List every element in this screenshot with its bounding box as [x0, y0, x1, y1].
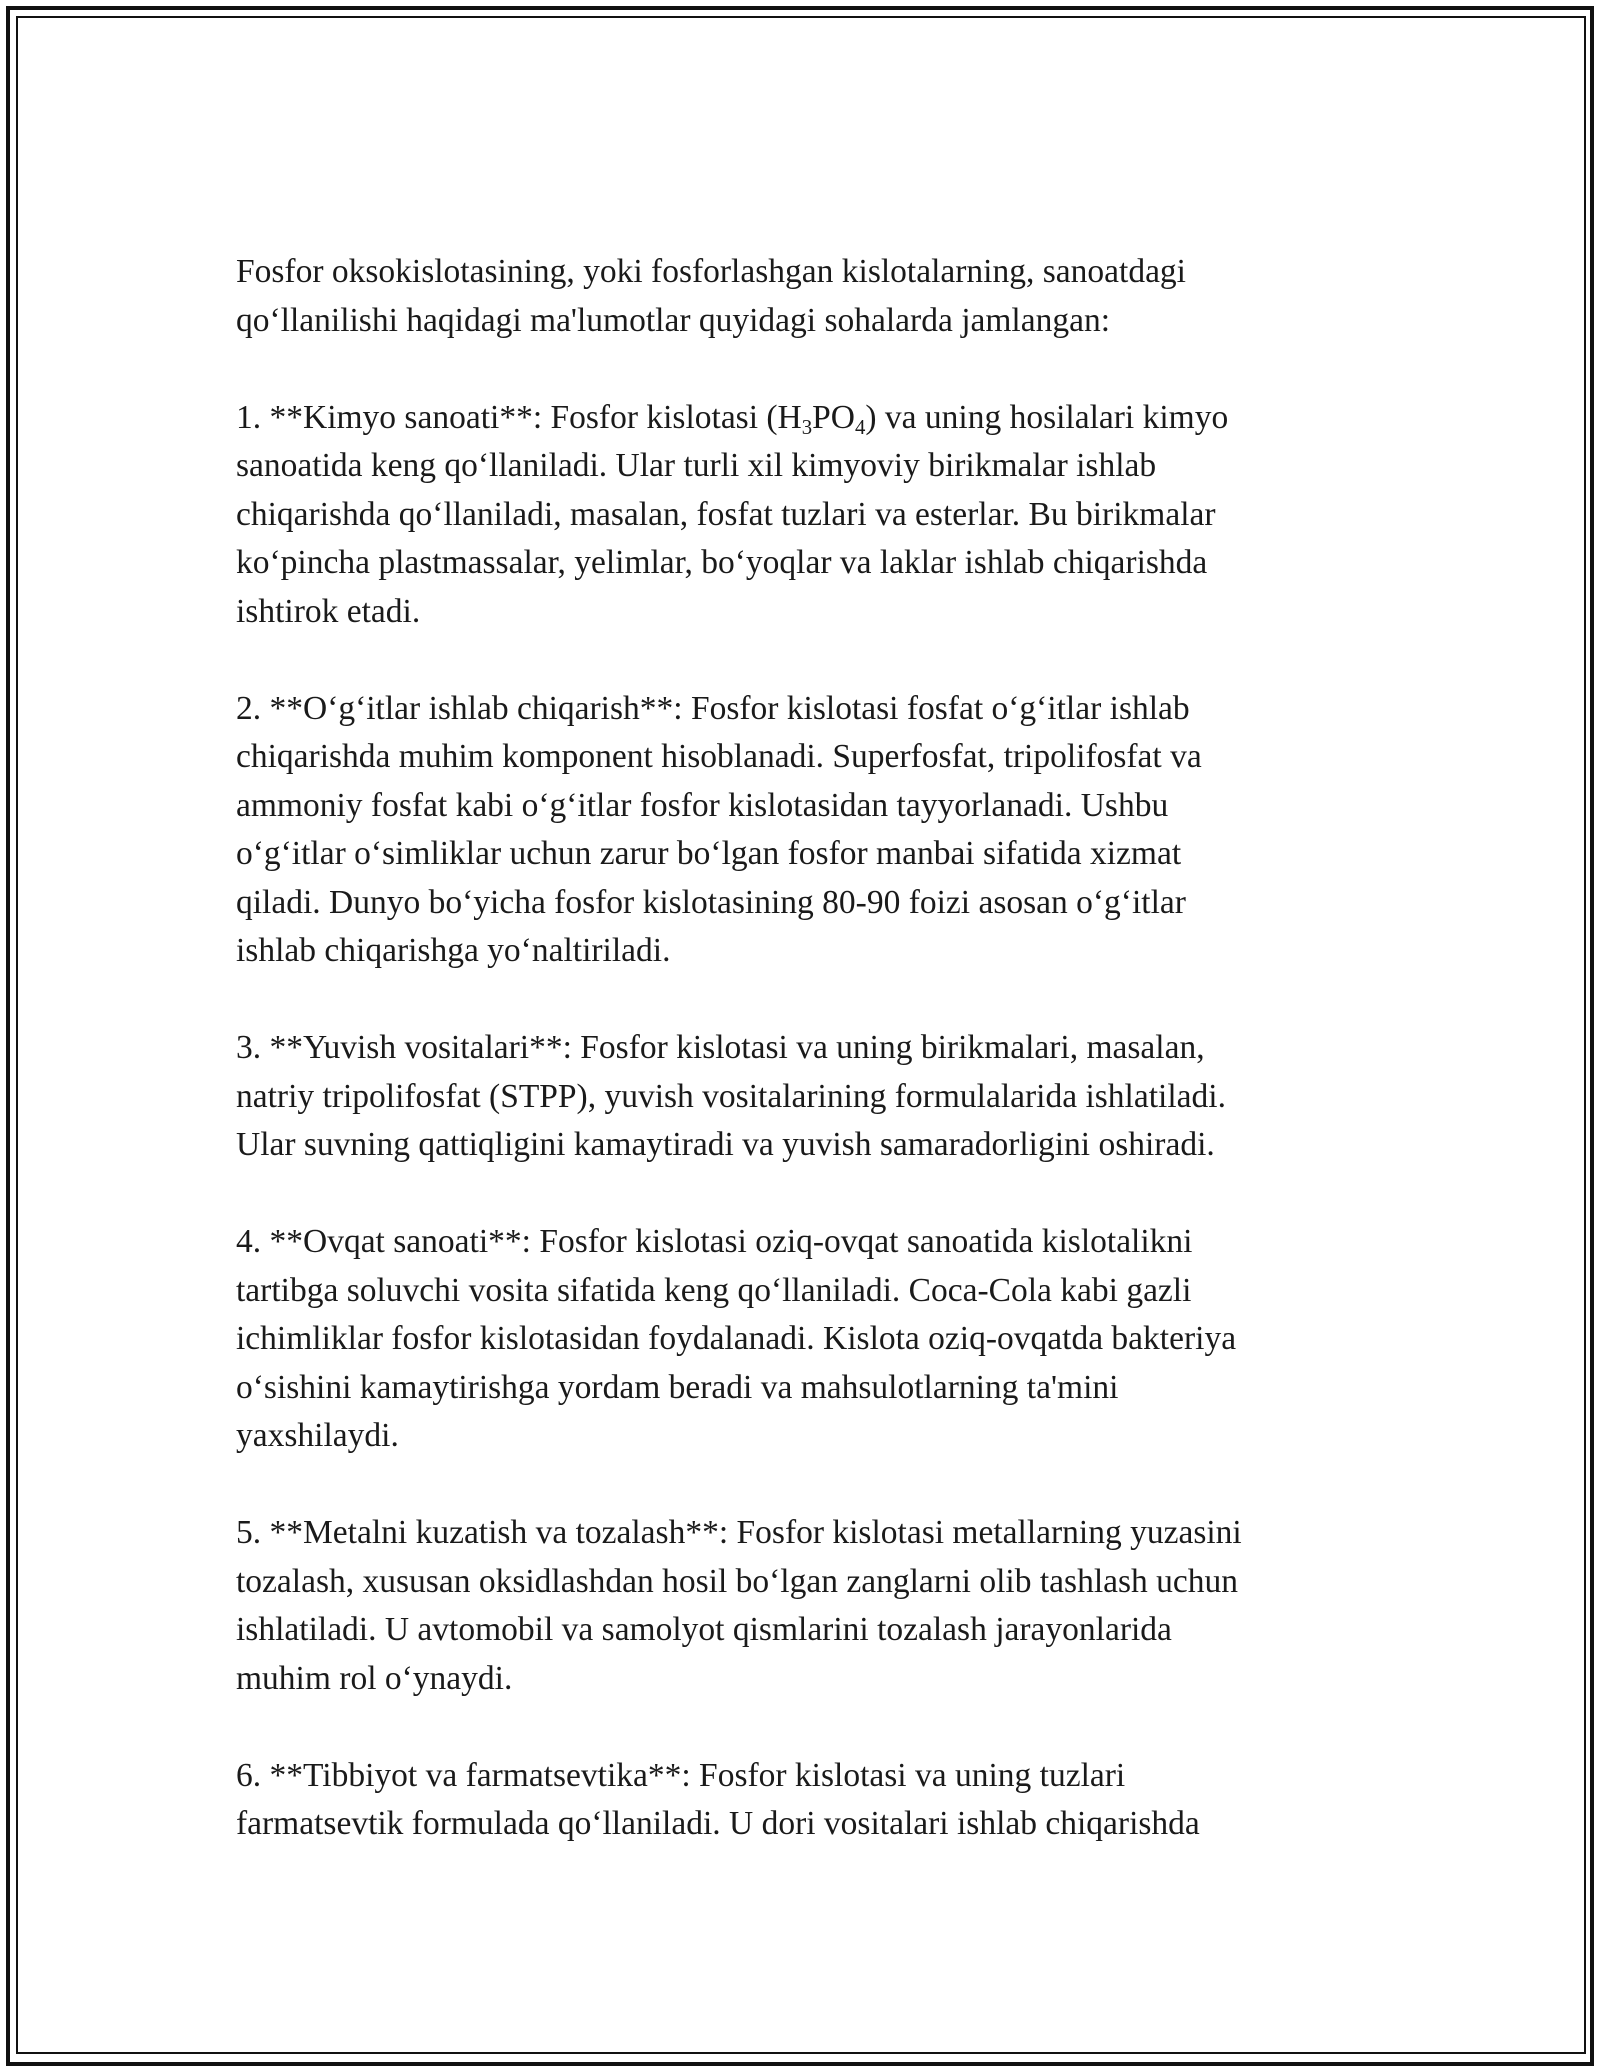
text-line: ishlatiladi. U avtomobil va samolyot qismlarini tozalash jarayonlarida — [236, 1611, 1172, 1648]
formula-text-after: ) va uning hosilalari kimyo — [865, 398, 1229, 436]
list-item-food-industry — [236, 1218, 1366, 1461]
text-line: 4. **Ovqat sanoati**: Fosfor kislotasi oziq-ovqat sanoatida kislotalikni — [236, 1223, 1193, 1260]
text-line: natriy tripolifosfat (STPP), yuvish vositalarining formulalarida ishlatiladi. — [236, 1077, 1226, 1115]
text-line: 2. **O‘g‘itlar ishlab chiqarish**: Fosfor kislotasi fosfat o‘g‘itlar ishlab — [236, 689, 1190, 727]
text-line: yaxshilaydi. — [236, 1417, 399, 1454]
list-item-chemical-industry — [236, 394, 1366, 637]
text-line: 5. **Metalni kuzatish va tozalash**: Fosfor kislotasi metallarning yuzasini — [236, 1514, 1242, 1551]
text-line: chiqarishda qo‘llaniladi, masalan, fosfat tuzlari va esterlar. Bu birikmalar — [236, 495, 1216, 533]
text-line: ammoniy fosfat kabi o‘g‘itlar fosfor kislotasidan tayyorlanadi. Ushbu — [236, 786, 1169, 824]
formula-text-before: 1. **Kimyo sanoati**: Fosfor kislotasi (H — [236, 398, 802, 436]
text-line: Fosfor oksokislotasining, yoki fosforlashgan kislotalarning, sanoatdagi — [236, 253, 1186, 290]
formula-subscript: 3 — [801, 415, 813, 439]
text-line: chiqarishda muhim komponent hisoblanadi. Superfosfat, tripolifosfat va — [236, 738, 1202, 775]
text-line: qo‘llanilishi haqidagi ma'lumotlar quyidagi sohalarda jamlangan: — [236, 301, 1111, 339]
list-item-medicine-pharma — [236, 1752, 1366, 1849]
text-line: 6. **Tibbiyot va farmatsevtika**: Fosfor kislotasi va uning tuzlari — [236, 1756, 1126, 1794]
intro-paragraph — [236, 248, 1366, 345]
formula-subscript: 4 — [854, 415, 866, 439]
text-line: ishtirok etadi. — [236, 592, 421, 630]
document-body — [236, 248, 1366, 1849]
list-item-detergents — [236, 1024, 1366, 1170]
text-line: qiladi. Dunyo bo‘yicha fosfor kislotasining 80-90 foizi asosan o‘g‘itlar — [236, 883, 1186, 921]
text-line: muhim rol o‘ynaydi. — [236, 1659, 513, 1697]
text-line-with-formula — [236, 394, 1366, 443]
list-item-metal-cleaning — [236, 1509, 1366, 1703]
text-line: o‘sishini kamaytirishga yordam beradi va mahsulotlarning ta'mini — [236, 1368, 1119, 1406]
text-line: tartibga soluvchi vosita sifatida keng qo‘llaniladi. Coca-Cola kabi gazli — [236, 1271, 1192, 1309]
list-item-fertilizers — [236, 685, 1366, 976]
text-line: 3. **Yuvish vositalari**: Fosfor kislotasi va uning birikmalari, masalan, — [236, 1029, 1205, 1066]
text-line: ichimliklar fosfor kislotasidan foydalanadi. Kislota oziq-ovqatda bakteriya — [236, 1320, 1237, 1357]
formula-text-mid: PO — [812, 398, 855, 436]
text-line: o‘g‘itlar o‘simliklar uchun zarur bo‘lgan fosfor manbai sifatida xizmat — [236, 835, 1182, 872]
text-line: farmatsevtik formulada qo‘llaniladi. U dori vositalari ishlab chiqarishda — [236, 1805, 1200, 1842]
text-line: ishlab chiqarishga yo‘naltiriladi. — [236, 932, 671, 969]
text-line: sanoatida keng qo‘llaniladi. Ular turli xil kimyoviy birikmalar ishlab — [236, 447, 1157, 484]
text-line: ko‘pincha plastmassalar, yelimlar, bo‘yoqlar va laklar ishlab chiqarishda — [236, 544, 1208, 581]
text-line: tozalash, xususan oksidlashdan hosil bo‘lgan zanglarni olib tashlash uchun — [236, 1562, 1239, 1600]
text-line: Ular suvning qattiqligini kamaytiradi va yuvish samaradorligini oshiradi. — [236, 1126, 1215, 1163]
